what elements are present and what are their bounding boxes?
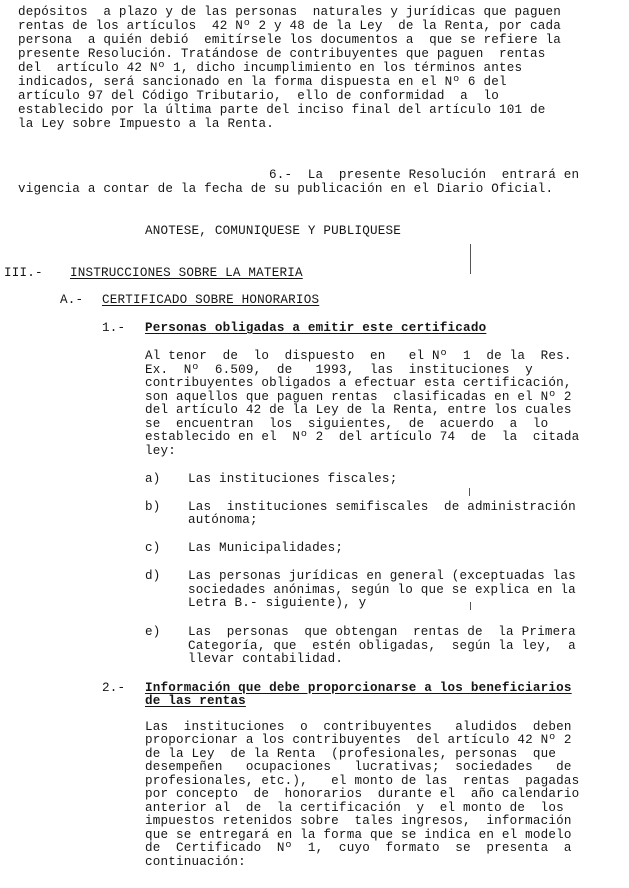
text-line: 6.- La presente Resolución entrará en bbox=[269, 168, 580, 182]
text-line: Al tenor de lo dispuesto en el Nº 1 de la Res. bbox=[145, 349, 572, 363]
list-item-text: Las instituciones fiscales; bbox=[188, 472, 398, 486]
text-line: vigencia a contar de la fecha de su publicación en el Diario Oficial. bbox=[18, 182, 554, 196]
text-line: presente Resolución. Tratándose de contribuyentes que paguen rentas bbox=[18, 47, 546, 61]
text-line: desempeñen ocupaciones lucrativas; sociedades de bbox=[145, 760, 572, 774]
text-line: de la Ley de la Renta (profesionales, personas que bbox=[145, 747, 557, 761]
list-item-text: llevar contabilidad. bbox=[188, 652, 344, 666]
item-2-title: de las rentas bbox=[145, 694, 246, 708]
text-line: profesionales, etc.), el monto de las rentas pagadas bbox=[145, 774, 580, 788]
item-2-title: Información que debe proporcionarse a los beneficiarios bbox=[145, 681, 572, 695]
text-line: impuestos retenidos sobre tales ingresos, información bbox=[145, 814, 572, 828]
text-line: son aquellos que paguen rentas clasificadas en el Nº 2 bbox=[145, 390, 572, 404]
subsection-a-title: CERTIFICADO SOBRE HONORARIOS bbox=[102, 293, 320, 307]
text-line: ley: bbox=[145, 444, 177, 458]
text-line: persona a quién debió emitírsele los documentos a que se refiere la bbox=[18, 33, 562, 47]
item-1-title: Personas obligadas a emitir este certificado bbox=[145, 321, 487, 335]
list-item-text: Las instituciones semifiscales de administración bbox=[188, 500, 576, 514]
list-item-text: Categoría, que estén obligadas, según la ley, a bbox=[188, 639, 576, 653]
text-line: rentas de los artículos 42 Nº 2 y 48 de la Ley de la Renta, por cada bbox=[18, 19, 562, 33]
text-line: indicados, será sancionado en la forma dispuesta en el Nº 6 del bbox=[18, 75, 507, 89]
scan-mark bbox=[470, 244, 471, 274]
item-1-number: 1.- bbox=[102, 321, 126, 335]
text-line: que se entregará en la forma que se indica en el modelo bbox=[145, 828, 572, 842]
text-line: del artículo 42 Nº 1, dicho incumplimiento en los términos antes bbox=[18, 61, 523, 75]
list-item-text: Las personas jurídicas en general (exceptuadas las bbox=[188, 569, 576, 583]
text-line: por concepto de honorarios durante el año calendario bbox=[145, 787, 580, 801]
text-line: artículo 97 del Código Tributario, ello de conformidad a lo bbox=[18, 89, 499, 103]
text-line: de Certificado Nº 1, cuyo formato se presenta a bbox=[145, 841, 572, 855]
text-line: Ex. Nº 6.509, de 1993, las instituciones y bbox=[145, 363, 533, 377]
list-item-text: sociedades anónimas, según lo que se explica en la bbox=[188, 583, 576, 597]
text-line: Las instituciones o contribuyentes aludidos deben bbox=[145, 720, 572, 734]
text-line: la Ley sobre Impuesto a la Renta. bbox=[18, 117, 274, 131]
list-item-letter: a) bbox=[145, 472, 161, 486]
text-line: proporcionar a los contribuyentes del artículo 42 Nº 2 bbox=[145, 733, 572, 747]
list-item-letter: d) bbox=[145, 569, 161, 583]
text-line: establecido en el Nº 2 del artículo 74 de la citada bbox=[145, 430, 580, 444]
text-line: contribuyentes obligados a efectuar esta certificación, bbox=[145, 376, 572, 390]
text-line: del artículo 42 de la Ley de la Renta, entre los cuales bbox=[145, 403, 572, 417]
section-iii-number: III.- bbox=[4, 266, 43, 280]
text-line: continuación: bbox=[145, 855, 246, 869]
closing-formula: ANOTESE, COMUNIQUESE Y PUBLIQUESE bbox=[145, 224, 401, 238]
section-iii-title: INSTRUCCIONES SOBRE LA MATERIA bbox=[70, 266, 303, 280]
list-item-text: Letra B.- siguiente), y bbox=[188, 596, 367, 610]
subsection-a-number: A.- bbox=[60, 293, 84, 307]
scan-mark bbox=[469, 488, 470, 496]
item-2-number: 2.- bbox=[102, 681, 126, 695]
text-line: depósitos a plazo y de las personas naturales y jurídicas que paguen bbox=[18, 5, 562, 19]
list-item-text: Las Municipalidades; bbox=[188, 541, 344, 555]
list-item-text: Las personas que obtengan rentas de la Primera bbox=[188, 625, 576, 639]
scan-mark bbox=[470, 602, 471, 610]
text-line: se encuentran los siguientes, de acuerdo a lo bbox=[145, 417, 549, 431]
text-line: establecido por la última parte del inciso final del artículo 101 de bbox=[18, 103, 546, 117]
list-item-letter: e) bbox=[145, 625, 161, 639]
list-item-letter: b) bbox=[145, 500, 161, 514]
text-line: anterior al de la certificación y el monto de los bbox=[145, 801, 564, 815]
list-item-letter: c) bbox=[145, 541, 161, 555]
list-item-text: autónoma; bbox=[188, 513, 258, 527]
